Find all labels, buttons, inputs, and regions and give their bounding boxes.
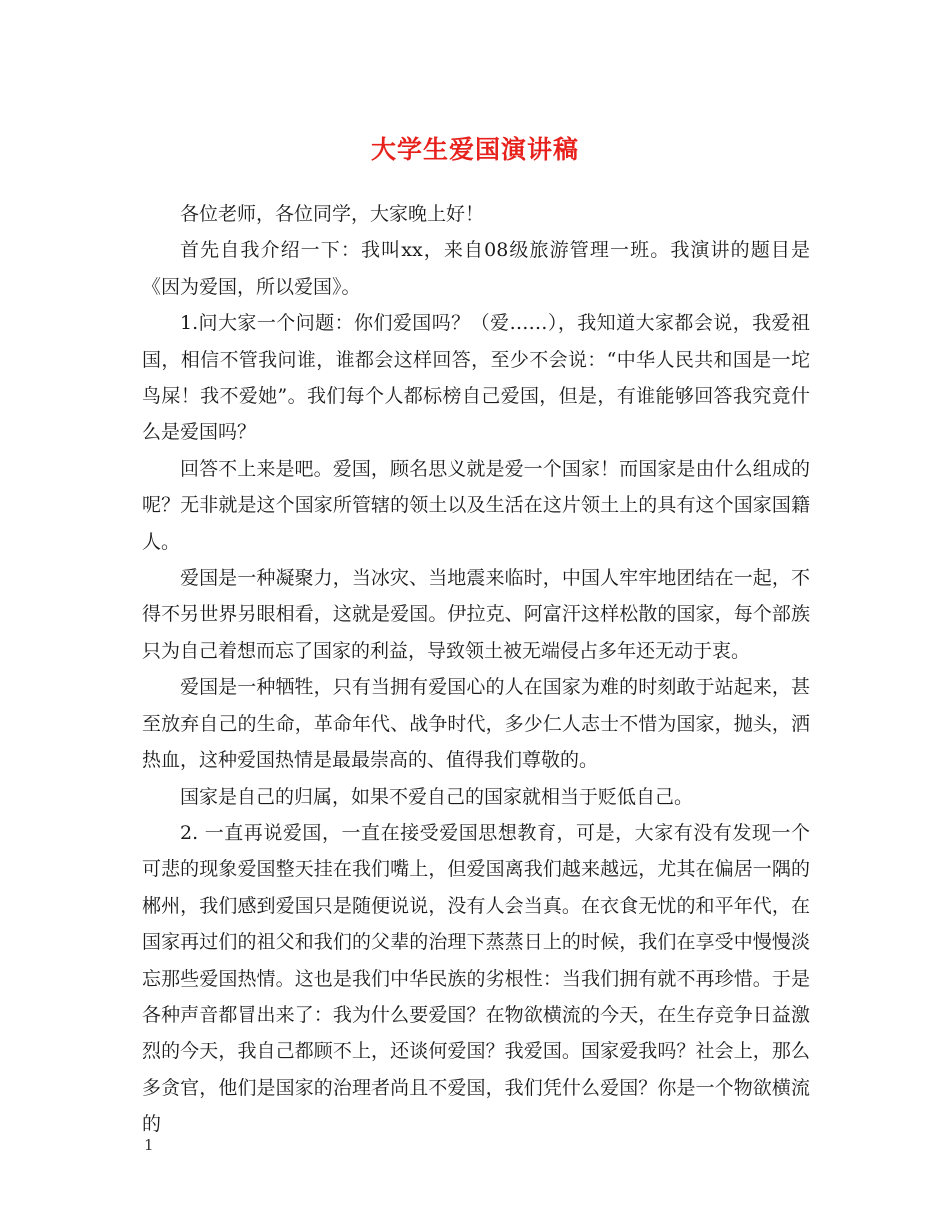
paragraph-section-two: 2. 一直再说爱国，一直在接受爱国思想教育，可是，大家有没有发现一个可悲的现象爱国整天挂在我们嘴上，但爱国离我们越来越远，尤其在偏居一隅的郴州，我们感到爱国只是随便说说，没有人会当真。在衣食无忧的和平年代，在国家再过们的祖父和我们的父辈的治理下蒸蒸日上的时候，我们在享受中慢慢淡忘那些爱国热情。这也是我们中华民族的劣根性：当我们拥有就不再珍惜。于是各种声音都冒出来了：我为什么要爱国？在物欲横流的今天，在生存竞争日益激烈的今天，我自己都顾不上，还谈何爱国？我爱国。国家爱我吗？社会上，那么多贪官，他们是国家的治理者尚且不爱国，我们凭什么爱国？你是一个物欲横流的: [142, 821, 810, 1136]
paragraph-definition: 回答不上来是吧。爱国，顾名思义就是爱一个国家！而国家是由什么组成的呢？无非就是这个国家所管辖的领土以及生活在这片领土上的具有这个国家国籍人。: [142, 457, 810, 553]
document-body: [142, 196, 810, 1143]
page-number: 1: [144, 1136, 154, 1154]
paragraph-sacrifice: 爱国是一种牺牲，只有当拥有爱国心的人在国家为难的时刻敢于站起来，甚至放弃自己的生命，革命年代、战争时代，多少仁人志士不惜为国家，抛头，洒热血，这种爱国热情是最最崇高的、值得我们尊敬的。: [142, 676, 810, 772]
paragraph-greeting: 各位老师，各位同学，大家晚上好！: [180, 203, 485, 225]
paragraph-introduction: 首先自我介绍一下：我叫xx，来自08级旅游管理一班。我演讲的题目是《因为爱国，所以爱国》。: [142, 239, 810, 298]
paragraph-belonging: 国家是自己的归属，如果不爱自己的国家就相当于贬低自己。: [180, 785, 694, 808]
document-title: 大学生爱国演讲稿: [370, 135, 579, 164]
paragraph-cohesion: 爱国是一种凝聚力，当冰灾、当地震来临时，中国人牢牢地团结在一起，不得不另世界另眼相看，这就是爱国。伊拉克、阿富汗这样松散的国家，每个部族只为自己着想而忘了国家的利益，导致领土被无端侵占多年还无动于衷。: [142, 567, 810, 662]
paragraph-question: 1.问大家一个问题：你们爱国吗？（爱……），我知道大家都会说，我爱祖国，相信不管我问谁，谁都会这样回答，至少不会说：“中华人民共和国是一坨鸟屎！我不爱她”。我们每个人都标榜自己爱国，但是，有谁能够回答我究竟什么是爱国吗？: [142, 312, 810, 444]
